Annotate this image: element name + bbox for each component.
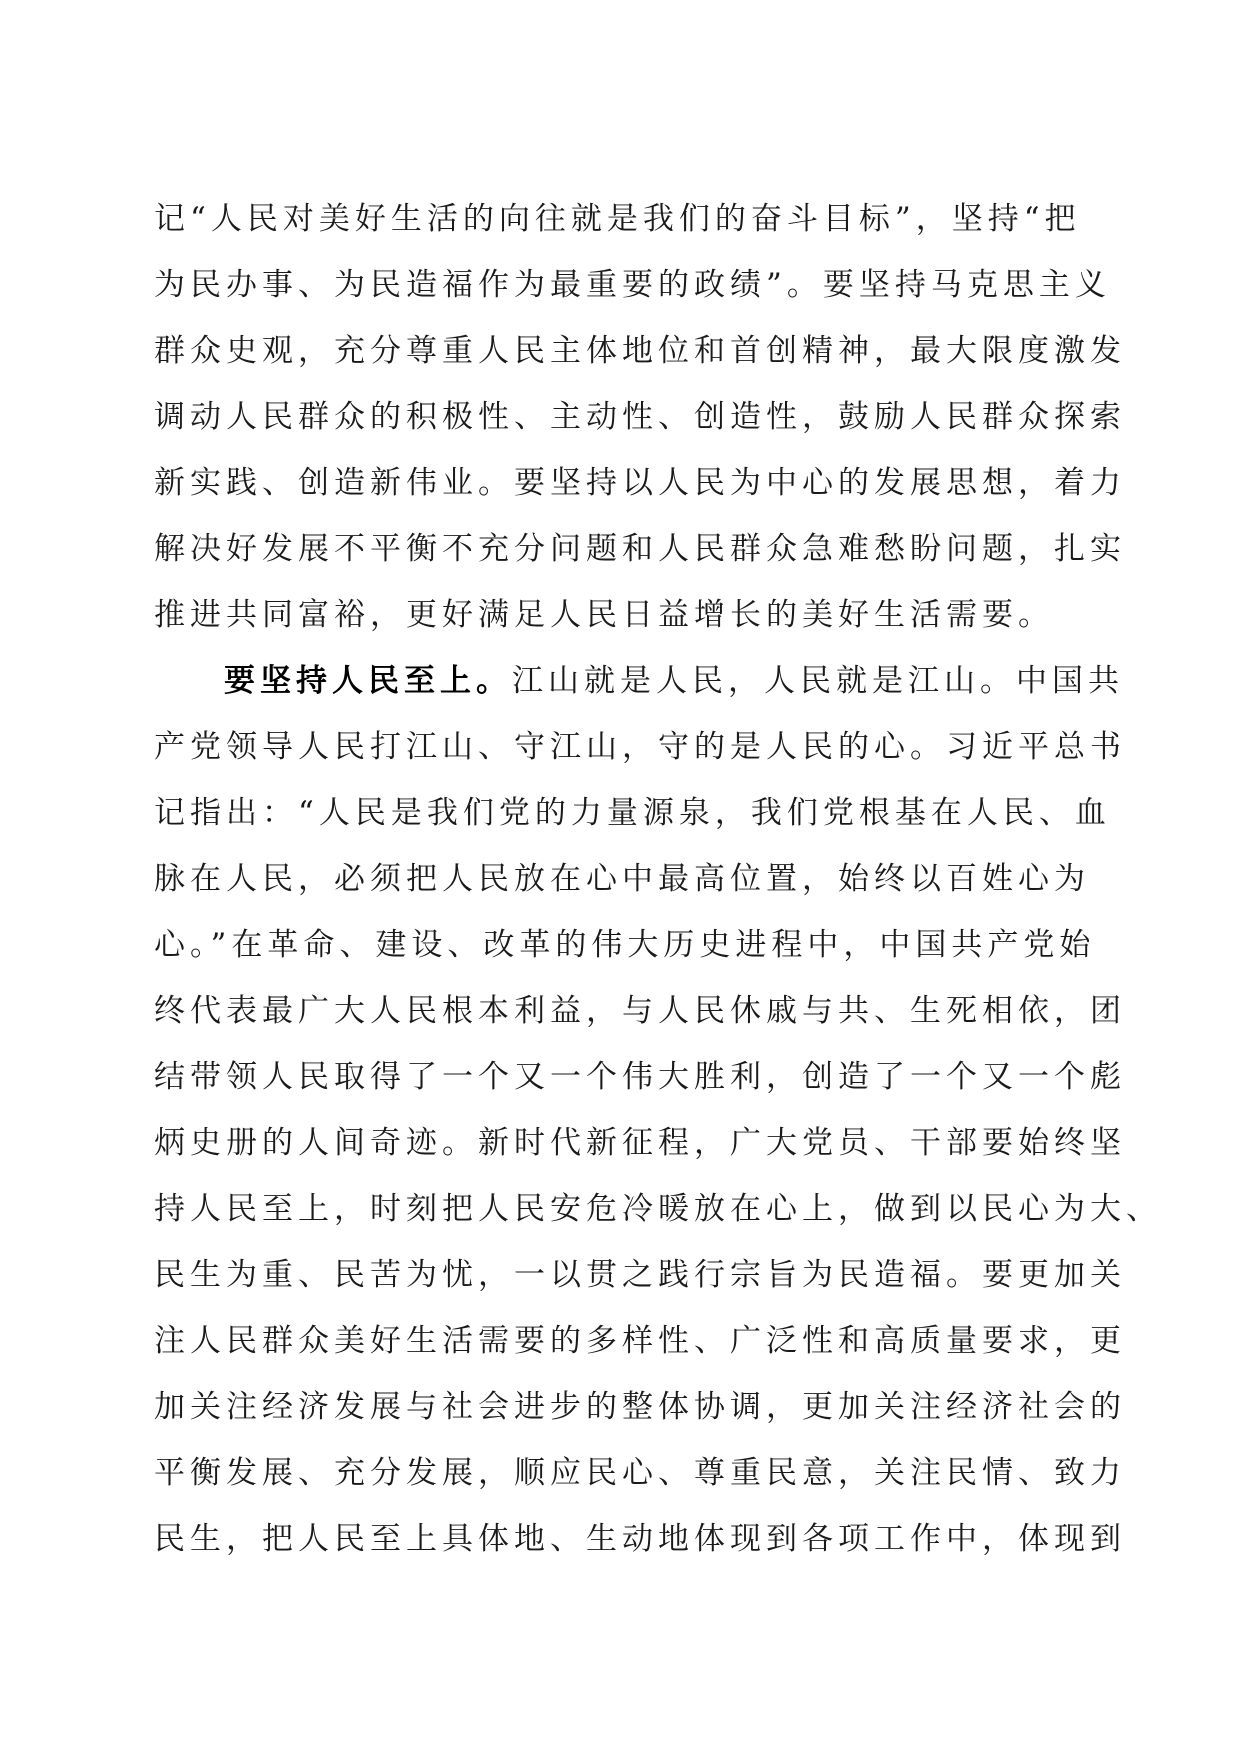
paragraph2-line-4: 脉在人民，必须把人民放在心中最高位置，始终以百姓心为 <box>154 861 1090 897</box>
paragraph2-line-6: 终代表最广大人民根本利益，与人民休戚与共、生死相依，团 <box>154 993 1126 1029</box>
paragraph2-line-10: 民生为重、民苦为忧，一以贯之践行宗旨为民造福。要更加关 <box>154 1257 1126 1293</box>
paragraph1-line-7: 推进共同富裕，更好满足人民日益增长的美好生活需要。 <box>154 597 1054 633</box>
body-text <box>154 186 1162 1572</box>
paragraph1-line-5: 新实践、创造新伟业。要坚持以人民为中心的发展思想，着力 <box>154 465 1126 501</box>
paragraph2-line-11: 注人民群众美好生活需要的多样性、广泛性和高质量要求，更 <box>154 1323 1126 1359</box>
paragraph2-line-7: 结带领人民取得了一个又一个伟大胜利，创造了一个又一个彪 <box>154 1059 1126 1095</box>
paragraph2-line-1 <box>154 648 1124 714</box>
paragraph2-line-9: 持人民至上，时刻把人民安危冷暖放在心上，做到以民心为大、 <box>154 1191 1162 1227</box>
paragraph2-line-13: 平衡发展、充分发展，顺应民心、尊重民意，关注民情、致力 <box>154 1455 1126 1491</box>
paragraph1-line-3: 群众史观，充分尊重人民主体地位和首创精神，最大限度激发 <box>154 333 1126 369</box>
paragraph2-line-8: 炳史册的人间奇迹。新时代新征程，广大党员、干部要始终坚 <box>154 1125 1126 1161</box>
paragraph1-line-6: 解决好发展不平衡不充分问题和人民群众急难愁盼问题，扎实 <box>154 531 1126 567</box>
paragraph2-first-line-text: 江山就是人民，人民就是江山。中国共 <box>512 663 1124 699</box>
paragraph1-line-1: 记“人民对美好生活的向往就是我们的奋斗目标”，坚持“把 <box>154 201 1081 237</box>
paragraph2-line-5: 心。”在革命、建设、改革的伟大历史进程中，中国共产党始 <box>154 927 1096 963</box>
paragraph1-line-4: 调动人民群众的积极性、主动性、创造性，鼓励人民群众探索 <box>154 399 1126 435</box>
paragraph2-line-3: 记指出：“人民是我们党的力量源泉，我们党根基在人民、血 <box>154 795 1111 831</box>
paragraph2-line-12: 加关注经济发展与社会进步的整体协调，更加关注经济社会的 <box>154 1389 1126 1425</box>
paragraph2-line-14: 民生，把人民至上具体地、生动地体现到各项工作中，体现到 <box>154 1521 1126 1557</box>
paragraph2-line-2: 产党领导人民打江山、守江山，守的是人民的心。习近平总书 <box>154 729 1126 765</box>
paragraph2-heading: 要坚持人民至上。 <box>224 663 512 699</box>
paragraph1-line-2: 为民办事、为民造福作为最重要的政绩”。要坚持马克思主义 <box>154 267 1111 303</box>
